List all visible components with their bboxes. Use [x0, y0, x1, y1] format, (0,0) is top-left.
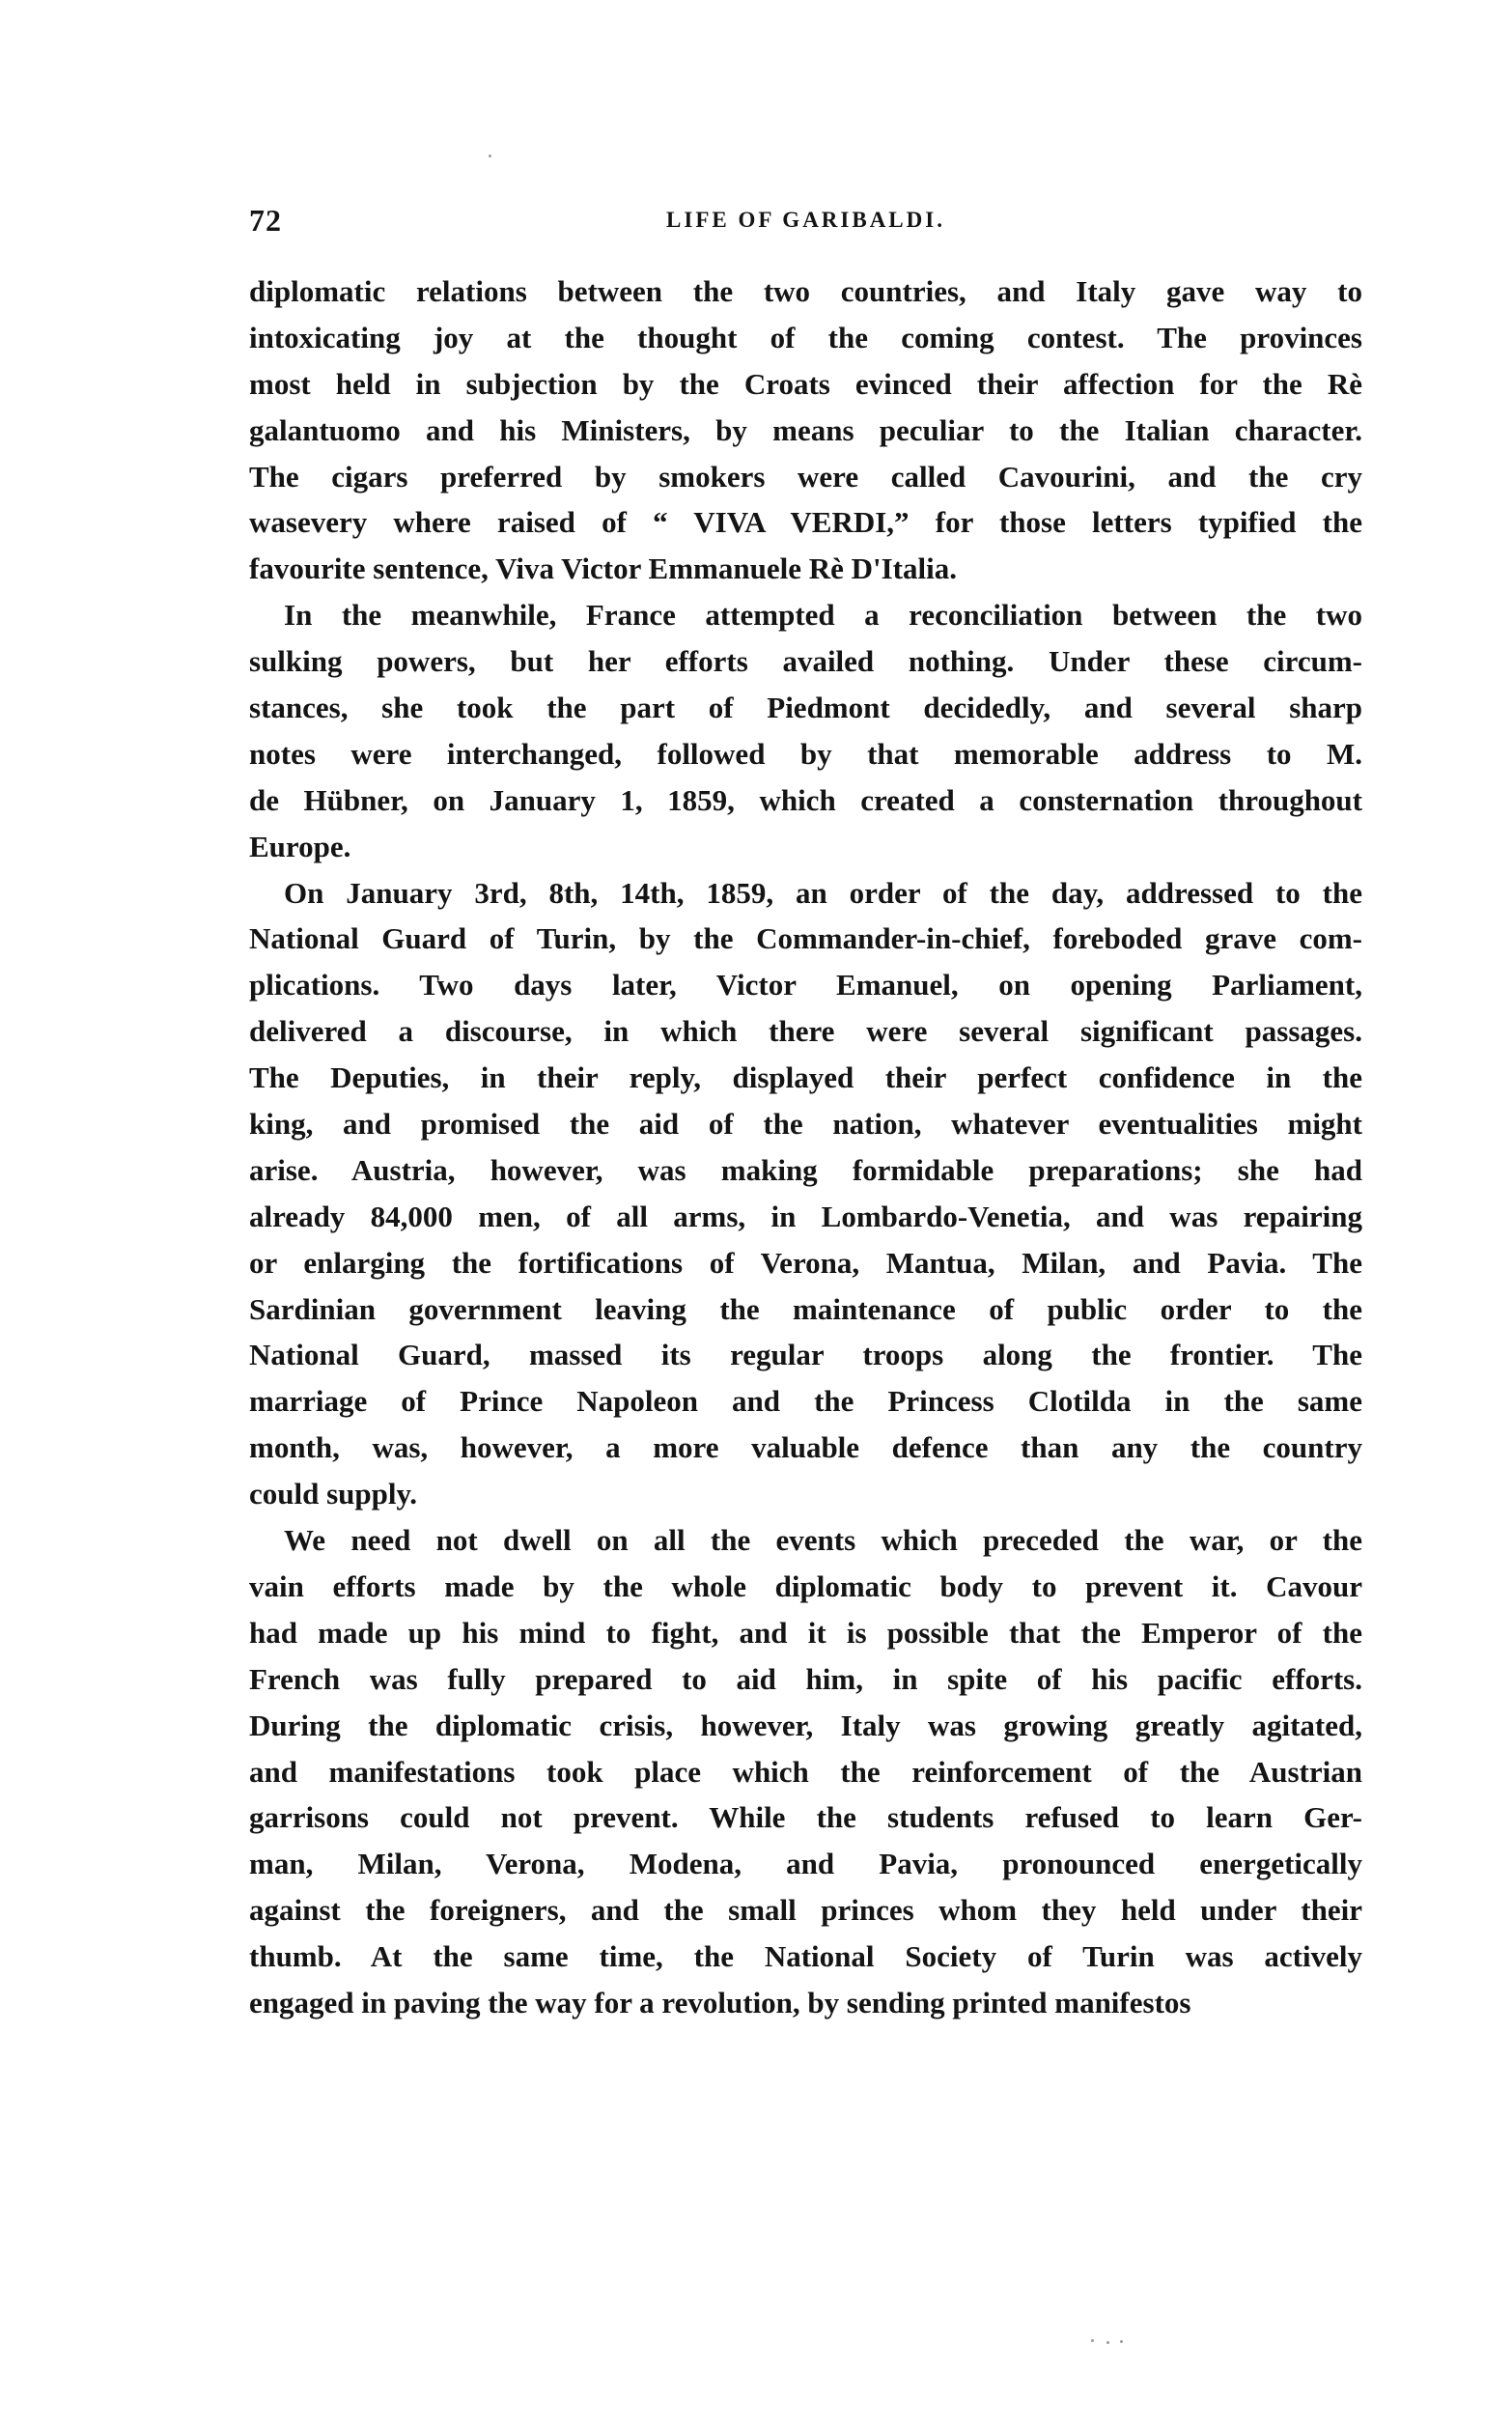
text-line: The Deputies, in their reply, displayed their perfect confidence in the [249, 1060, 1362, 1095]
text-line: We need not dwell on all the events which preceded the war, or the [284, 1523, 1362, 1558]
text-line: arise. Austria, however, was making formidable preparations; she had [249, 1152, 1362, 1187]
text-line: stances, she took the part of Piedmont decidedly, and several sharp [249, 691, 1362, 725]
text-line: galantuomo and his Ministers, by means peculiar to the Italian character. [249, 412, 1362, 447]
text-line: favourite sentence, Viva Victor Emmanuele Rè D'Italia. [249, 551, 957, 586]
text-line: or enlarging the fortifications of Verona, Mantua, Milan, and Pavia. The [249, 1245, 1362, 1280]
text-line: de Hübner, on January 1, 1859, which created a consternation throughout [249, 782, 1362, 817]
scan-speck [1120, 2340, 1123, 2343]
scan-speck [1106, 2341, 1109, 2344]
text-line: During the diplomatic crisis, however, Italy was growing greatly agitated, [249, 1708, 1362, 1742]
text-line: month, was, however, a more valuable defence than any the country [249, 1430, 1362, 1465]
text-line: notes were interchanged, followed by that memorable address to M. [249, 736, 1362, 771]
text-line: most held in subjection by the Croats evinced their affection for the Rè [249, 366, 1362, 401]
text-line: and manifestations took place which the reinforcement of the Austrian [249, 1754, 1362, 1789]
text-line: In the meanwhile, France attempted a reconciliation between the two [284, 598, 1362, 633]
text-line: plications. Two days later, Victor Emanuel, on opening Parliament, [249, 968, 1362, 1003]
paragraph [249, 268, 1362, 592]
text-line: Sardinian government leaving the maintenance of public order to the [249, 1291, 1362, 1326]
text-line: thumb. At the same time, the National Society of Turin was actively [249, 1939, 1362, 1974]
text-line: intoxicating joy at the thought of the coming contest. The provinces [249, 320, 1362, 354]
text-line: engaged in paving the way for a revolution, by sending printed manifestos [249, 1985, 1191, 2019]
scan-speck [1091, 2339, 1094, 2342]
text-line: king, and promised the aid of the nation, whatever eventualities might [249, 1107, 1362, 1142]
paragraph [249, 1517, 1362, 2026]
text-line: had made up his mind to fight, and it is possible that the Emperor of the [249, 1615, 1362, 1650]
text-line: against the foreigners, and the small princes whom they held under their [249, 1893, 1362, 1928]
text-line: marriage of Prince Napoleon and the Princess Clotilda in the same [249, 1384, 1362, 1419]
running-head: LIFE OF GARIBALDI. [666, 208, 945, 232]
page-number: 72 [249, 203, 282, 238]
scan-speck [489, 155, 491, 157]
text-line: garrisons could not prevent. While the students refused to learn Ger- [249, 1800, 1362, 1835]
text-line: wasevery where raised of “ VIVA VERDI,” for those letters typified the [249, 505, 1362, 540]
paragraph [249, 592, 1362, 869]
text-line: vain efforts made by the whole diplomatic body to prevent it. Cavour [249, 1568, 1362, 1603]
paragraph [249, 870, 1362, 1517]
text-line: The cigars preferred by smokers were called Cavourini, and the cry [249, 459, 1362, 494]
text-line: diplomatic relations between the two countries, and Italy gave way to [249, 274, 1362, 308]
text-line: already 84,000 men, of all arms, in Lombardo-Venetia, and was repairing [249, 1199, 1362, 1233]
text-line: French was fully prepared to aid him, in spite of his pacific efforts. [249, 1661, 1362, 1696]
text-line: sulking powers, but her efforts availed nothing. Under these circum- [249, 644, 1362, 679]
text-line: man, Milan, Verona, Modena, and Pavia, pronounced energetically [249, 1847, 1362, 1881]
text-line: Europe. [249, 829, 351, 863]
text-line: On January 3rd, 8th, 14th, 1859, an order of the day, addressed to the [284, 875, 1362, 910]
page-header [249, 198, 1362, 242]
text-line: National Guard of Turin, by the Commander-in-chief, foreboded grave com- [249, 921, 1362, 956]
text-line: National Guard, massed its regular troops along the frontier. The [249, 1338, 1362, 1372]
text-line: delivered a discourse, in which there were several significant passages. [249, 1014, 1362, 1049]
text-line: could supply. [249, 1477, 418, 1511]
body-text [249, 268, 1362, 2026]
